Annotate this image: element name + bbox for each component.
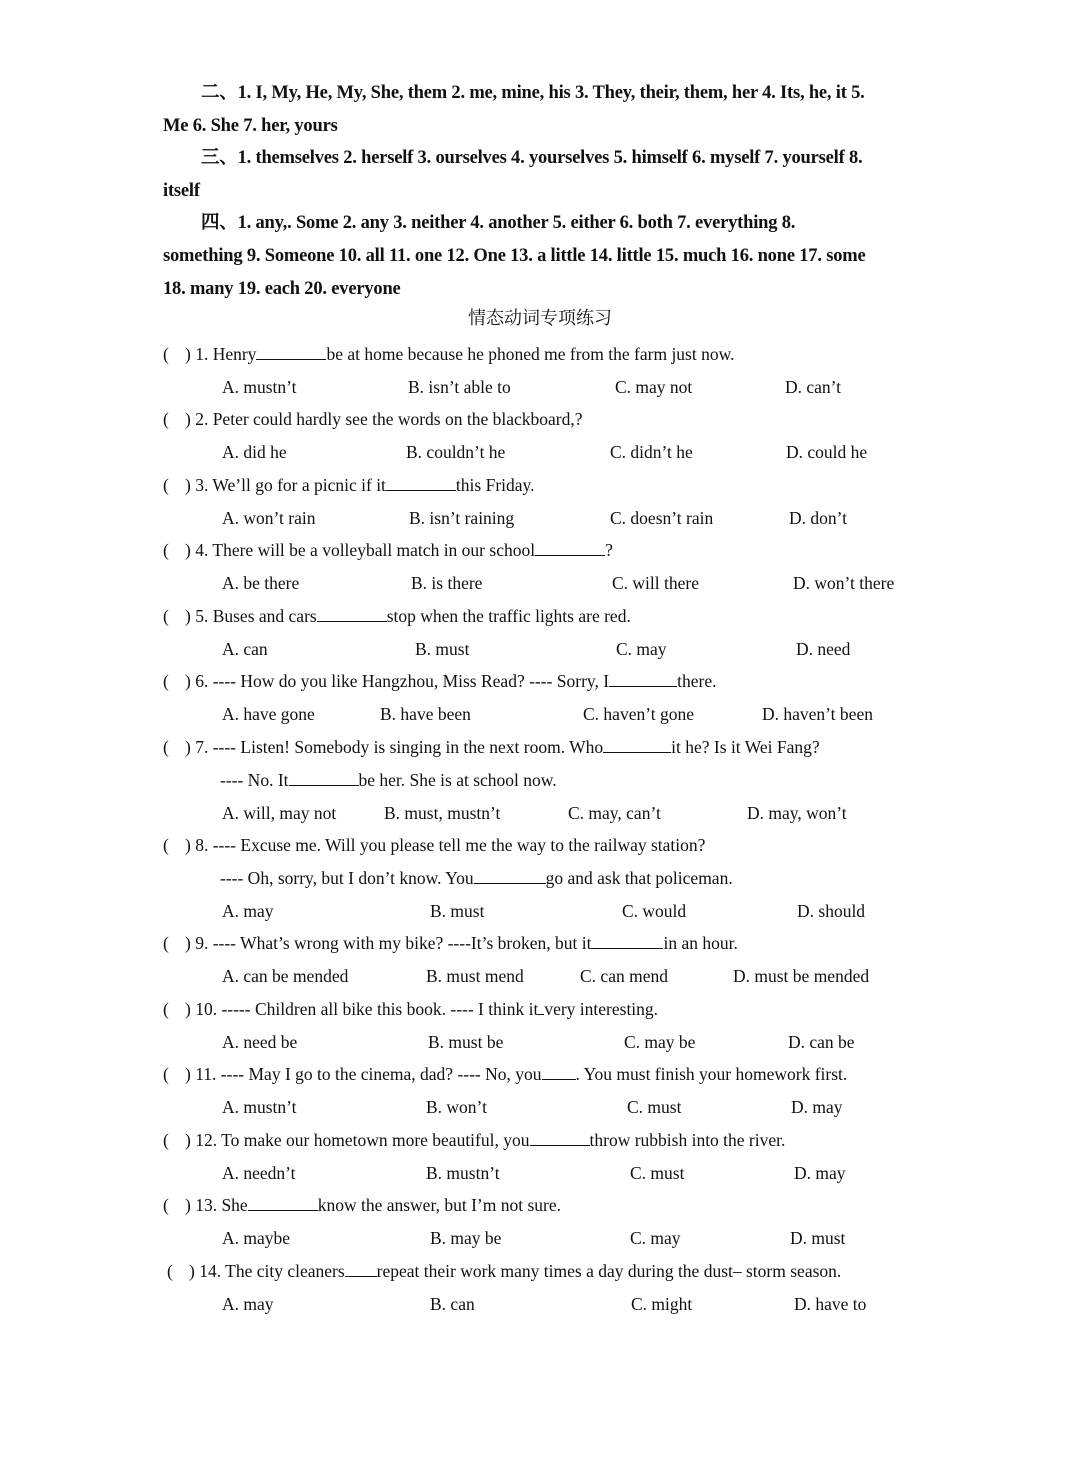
option-b[interactable]: B. must be [428, 1032, 504, 1052]
answer-blank[interactable] [535, 540, 605, 556]
option-c[interactable]: C. will there [612, 573, 699, 593]
option-b[interactable]: B. couldn’t he [406, 442, 506, 462]
answer-blank[interactable] [386, 475, 456, 491]
question-7: ( ) 7. ---- Listen! Somebody is singing in the next room. Who it he? Is it Wei Fang? [163, 737, 820, 757]
answer-paren[interactable]: ( [163, 1064, 169, 1084]
question-4: ( ) 4. There will be a volleyball match in our school ? [163, 540, 613, 560]
option-a[interactable]: A. can [222, 639, 268, 659]
option-a[interactable]: A. needn’t [222, 1163, 296, 1183]
option-c[interactable]: C. would [622, 901, 687, 921]
option-a[interactable]: A. may [222, 901, 274, 921]
option-d[interactable]: D. must [790, 1228, 846, 1248]
answer-blank[interactable] [317, 606, 387, 622]
question-3: ( ) 3. We’ll go for a picnic if it this Friday. [163, 475, 535, 495]
option-b[interactable]: B. is there [411, 573, 483, 593]
option-d[interactable]: D. should [797, 901, 866, 921]
answer-line: 四、1. any,. Some 2. any 3. neither 4. another 5. either 6. both 7. everything 8. [201, 213, 796, 233]
option-d[interactable]: D. don’t [789, 508, 848, 528]
option-d[interactable]: D. need [796, 639, 851, 659]
option-d[interactable]: D. have to [794, 1294, 867, 1314]
answer-line: 三、1. themselves 2. herself 3. ourselves 4. yourselves 5. himself 6. myself 7. yourself 8. [201, 148, 863, 168]
answer-blank[interactable] [256, 344, 326, 360]
option-a[interactable]: A. won’t rain [222, 508, 316, 528]
option-a[interactable]: A. need be [222, 1032, 298, 1052]
answer-blank[interactable] [591, 933, 663, 949]
option-a[interactable]: A. mustn’t [222, 377, 297, 397]
option-d[interactable]: D. haven’t been [762, 704, 873, 724]
option-b[interactable]: B. can [430, 1294, 475, 1314]
answer-key-section-3 [163, 142, 915, 208]
question-5: ( ) 5. Buses and cars stop when the traffic lights are red. [163, 606, 631, 626]
answer-paren[interactable]: ( [163, 1130, 169, 1150]
option-b[interactable]: B. have been [380, 704, 471, 724]
option-a[interactable]: A. maybe [222, 1228, 291, 1248]
option-a[interactable]: A. have gone [222, 704, 315, 724]
answer-blank[interactable] [603, 737, 671, 753]
answer-key-section-4 [163, 207, 915, 306]
question-14: ( ) 14. The city cleaners repeat their work many times a day during the dust– storm season. [167, 1261, 842, 1281]
exercise-title: 情态动词专项练习 [468, 308, 612, 329]
question-6: ( ) 6. ---- How do you like Hangzhou, Miss Read? ---- Sorry, I there. [163, 671, 717, 691]
option-a[interactable]: A. be there [222, 573, 300, 593]
option-a[interactable]: A. mustn’t [222, 1097, 297, 1117]
answer-paren[interactable]: ( [163, 671, 169, 691]
answer-line: itself [163, 181, 200, 201]
option-c[interactable]: C. may [616, 639, 667, 659]
answer-paren[interactable]: ( [163, 475, 169, 495]
answer-paren[interactable]: ( [163, 409, 169, 429]
option-a[interactable]: A. may [222, 1294, 274, 1314]
option-d[interactable]: D. may, won’t [747, 803, 847, 823]
question-8-continuation: ---- Oh, sorry, but I don’t know. You go and ask that policeman. [220, 868, 733, 888]
answer-paren[interactable]: ( [163, 606, 169, 626]
answer-line: 二、1. I, My, He, My, She, them 2. me, mine, his 3. They, their, them, her 4. Its, he, it 5. [201, 83, 865, 103]
question-7-continuation: ---- No. It be her. She is at school now. [220, 770, 557, 790]
question-1: ( ) 1. Henry be at home because he phoned me from the farm just now. [163, 344, 735, 364]
option-d[interactable]: D. must be mended [733, 966, 870, 986]
option-d[interactable]: D. can be [788, 1032, 855, 1052]
answer-paren[interactable]: ( [163, 835, 169, 855]
option-d[interactable]: D. can’t [785, 377, 842, 397]
option-b[interactable]: B. must [430, 901, 485, 921]
question-8: ( ) 8. ---- Excuse me. Will you please tell me the way to the railway station? [163, 835, 706, 855]
option-d[interactable]: D. could he [786, 442, 868, 462]
answer-key-section-2 [163, 77, 915, 143]
option-c[interactable]: C. may, can’t [568, 803, 661, 823]
answer-blank[interactable] [289, 770, 359, 786]
option-a[interactable]: A. can be mended [222, 966, 349, 986]
option-a[interactable]: A. will, may not [222, 803, 337, 823]
answer-blank[interactable] [248, 1195, 318, 1211]
option-a[interactable]: A. did he [222, 442, 287, 462]
option-c[interactable]: C. might [631, 1294, 693, 1314]
option-c[interactable]: C. may be [624, 1032, 696, 1052]
option-b[interactable]: B. mustn’t [426, 1163, 500, 1183]
option-b[interactable]: B. must [415, 639, 470, 659]
answer-paren[interactable]: ( [163, 344, 169, 364]
question-12: ( ) 12. To make our hometown more beautiful, you throw rubbish into the river. [163, 1130, 786, 1150]
option-d[interactable]: D. may [794, 1163, 846, 1183]
option-d[interactable]: D. won’t there [793, 573, 895, 593]
option-c[interactable]: C. may [630, 1228, 681, 1248]
option-c[interactable]: C. can mend [580, 966, 668, 986]
answer-blank[interactable] [542, 1064, 576, 1080]
answer-blank[interactable] [530, 1130, 590, 1146]
question-11: ( ) 11. ---- May I go to the cinema, dad? ---- No, you . You must finish your homework first. [163, 1064, 848, 1084]
option-c[interactable]: C. may not [615, 377, 693, 397]
answer-blank[interactable] [609, 671, 677, 687]
answer-paren[interactable]: ( [163, 999, 169, 1019]
answer-paren[interactable]: ( [163, 933, 169, 953]
option-b[interactable]: B. must, mustn’t [384, 803, 501, 823]
option-b[interactable]: B. may be [430, 1228, 502, 1248]
answer-paren[interactable]: ( [163, 737, 169, 757]
answer-paren[interactable]: ( [163, 1195, 169, 1215]
option-b[interactable]: B. isn’t raining [409, 508, 515, 528]
answer-line: something 9. Someone 10. all 11. one 12. One 13. a little 14. little 15. much 16. none 17. some [163, 246, 866, 266]
option-b[interactable]: B. must mend [426, 966, 524, 986]
option-b[interactable]: B. isn’t able to [408, 377, 511, 397]
option-c[interactable]: C. didn’t he [610, 442, 693, 462]
answer-blank[interactable] [474, 868, 546, 884]
option-d[interactable]: D. may [791, 1097, 843, 1117]
option-b[interactable]: B. won’t [426, 1097, 487, 1117]
question-10: ( ) 10. ----- Children all bike this book. ---- I think it very interesting. [163, 999, 659, 1019]
answer-blank[interactable] [345, 1261, 377, 1277]
question-9: ( ) 9. ---- What’s wrong with my bike? ----It’s broken, but it in an hour. [163, 933, 738, 953]
question-2: ( ) 2. Peter could hardly see the words on the blackboard,? [163, 409, 583, 429]
option-c[interactable]: C. must [627, 1097, 682, 1117]
question-13: ( ) 13. She know the answer, but I’m not sure. [163, 1195, 561, 1215]
answer-line: Me 6. She 7. her, yours [163, 116, 338, 136]
option-c[interactable]: C. doesn’t rain [610, 508, 714, 528]
option-c[interactable]: C. haven’t gone [583, 704, 694, 724]
answer-paren[interactable]: ( [163, 540, 169, 560]
answer-line: 18. many 19. each 20. everyone [163, 279, 401, 299]
answer-paren[interactable]: ( [167, 1261, 173, 1281]
option-c[interactable]: C. must [630, 1163, 685, 1183]
